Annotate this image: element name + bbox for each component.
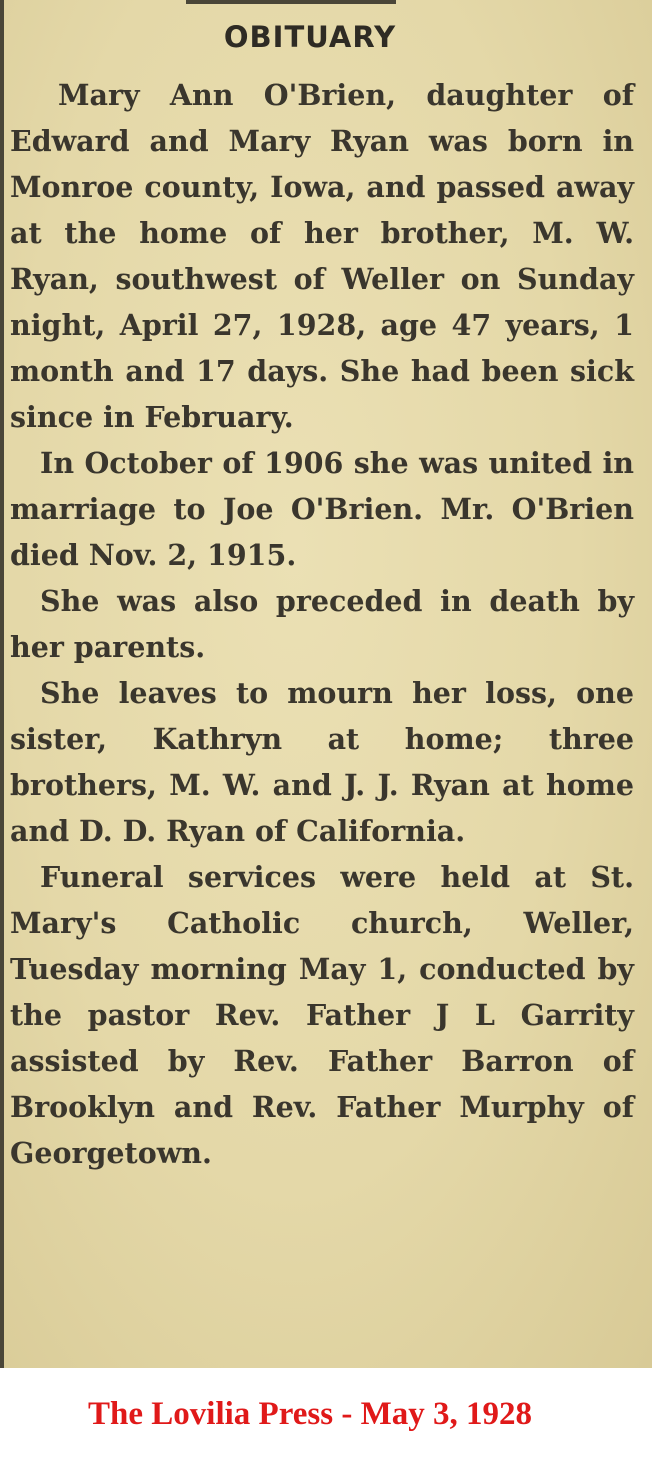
source-caption: The Lovilia Press - May 3, 1928 (88, 1396, 532, 1432)
obituary-paragraph-4: She leaves to mourn her loss, one sister, Kathryn at home; three brothers, M. W. and J. J. Ryan at home and D. D. Ryan of California. (10, 676, 634, 848)
headline-rule (186, 0, 396, 4)
obituary-body (10, 72, 634, 1176)
obituary-paragraph-5: Funeral services were held at St. Mary's Catholic church, Weller, Tuesday morning May 1, conducted by the pastor Rev. Father J L Garrity assisted by Rev. Father Barron of Brooklyn and Rev. Father Murphy of Georgetown. (10, 860, 634, 1170)
obituary-paragraph-1: Mary Ann O'Brien, daughter of Edward and Mary Ryan was born in Monroe county, Iowa, and passed away at the home of her brother, M. W. Ryan, southwest of Weller on Sunday night, April 27, 1928, age 47 years, 1 month and 17 days. She had been sick since in February. (10, 78, 634, 434)
obituary-paragraph-3: She was also preceded in death by her parents. (10, 584, 634, 664)
obituary-headline: OBITUARY (223, 20, 397, 54)
obituary-paragraph-2: In October of 1906 she was united in marriage to Joe O'Brien. Mr. O'Brien died Nov. 2, 1915. (10, 446, 634, 572)
column-rule (0, 0, 4, 1368)
